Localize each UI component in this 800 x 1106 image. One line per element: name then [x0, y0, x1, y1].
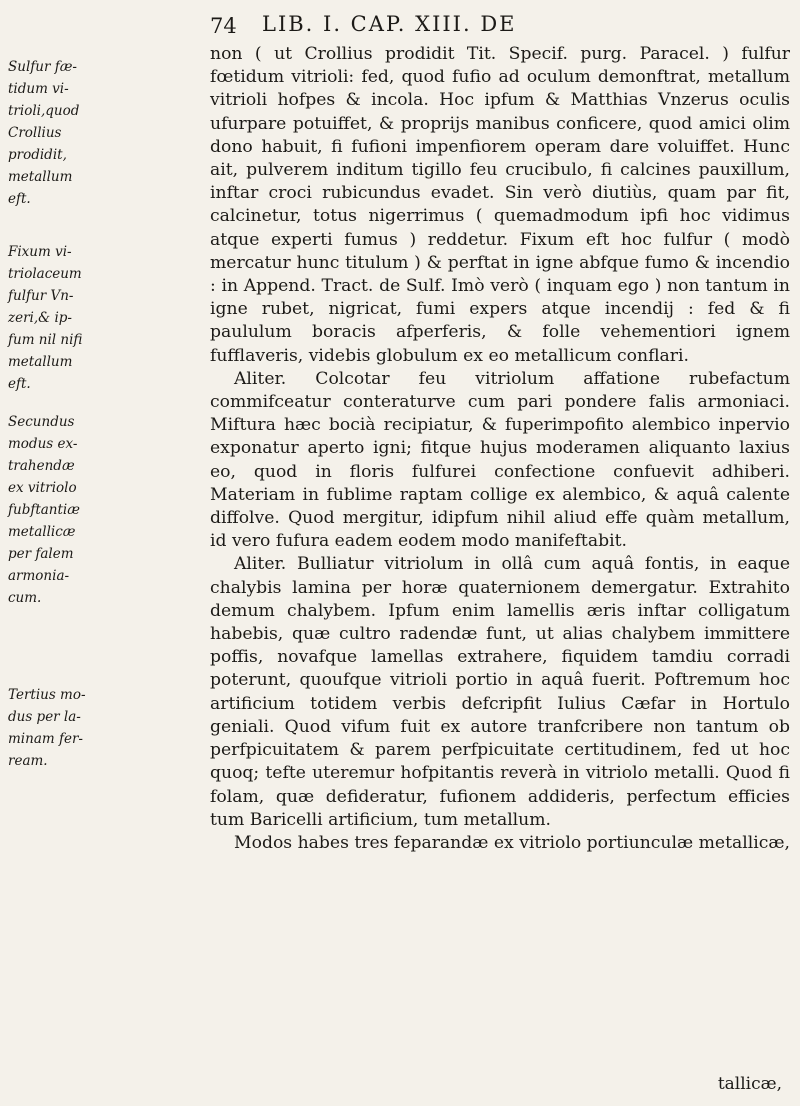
paragraph-crollius: non ( ut Crollius prodidit Tit. Specif. purg. Paracel. ) fulfur fœtidum vitrioli: fed, quod fufio ad oculum demonftrat, metallum vitrioli hofpes & incola. Hoc ipfum & Matthias Vnzerus oculis ufurpare potuiffet, & proprijs manibus conficere, quod amici olim dono habuit, fi fufioni impenfiorem operam dare voluiffet. Hunc ait, pulverem inditum tigillo feu crucibulo, fi calcines pauxillum, inftar croci rubicundus evadet. Sin verò diutiùs, quam par fit, calcinetur, totus nigerrimus ( quemadmodum ipfi hoc vidimus atque experti fumus ) reddetur. Fixum eft hoc fulfur ( modò mercatur hunc titulum ) & perftat in igne abfque fumo & incendio : in Append. Tract. de Sulf. Imò verò ( inquam ego ) non tantum in igne rubet, nigricat, fumi expers atque incendij : fed & fi paululum boracis afperferis, & folle vehementiori ignem fufflaveris, videbis globulum ex eo metallicum conflari. [210, 44, 790, 366]
margin-note-sulfur-foetidum: Sulfur fæ- tidum vi- trioli,quod Crollius prodidit, metallum eft. [8, 59, 80, 207]
margin-note-secundus-modus: Secundus modus ex- trahendæ ex vitriolo fubftantiæ metallicæ per falem armonia- cum. [8, 414, 80, 606]
main-text [210, 43, 790, 855]
page-header [210, 12, 790, 40]
paragraph-aliter-chalybs: Aliter. Bulliatur vitriolum in ollâ cum aquâ fontis, in eaque chalybis lamina per horæ quaternionem demergatur. Extrahito demum chalybem. Ipfum enim lamellis æris inftar colligatum habebis, quæ cultro radendæ funt, ut alias chalybem immittere poffis, novafque lamellas extrahere, fiquidem tamdiu corradi poterunt, quoufque vitrioli portio in aquâ fuerit. Poftremum hoc artificium totidem verbis defcripfit Iulius Cæfar in Hortulo geniali. Quod vifum fuit ex autore tranfcribere non tantum ob perfpicuitatem & parem perfpicuitate certitudinem, fed ut hoc quoq; tefte uteremur hofpitantis reverà in vitriolo metalli. Quod fi folam, quæ defideratur, fufionem addideris, perfectum efficies tum Baricelli artificium, tum metallum. [210, 554, 790, 830]
running-head: LIB. I. CAP. XIII. DE [262, 12, 517, 36]
paragraph-modos-habes: Modos habes tres feparandæ ex vitriolo portiunculæ metallicæ, [234, 832, 790, 853]
catchword: tallicæ, [717, 1074, 782, 1094]
margin-note-tertius-modus: Tertius mo- dus per la- minam fer- ream. [8, 687, 86, 769]
margin-note-fixum-vitriolaceum: Fixum vi- triolaceum fulfur Vn- zeri,& ip- fum nil nifi metallum eft. [8, 244, 83, 392]
page-number: 74 [210, 14, 237, 38]
paragraph-aliter-colcotar: Aliter. Colcotar feu vitriolum affatione rubefactum commifceatur conteraturve cum pari pondere falis armoniaci. Miftura hæc bocià recipiatur, & fuperimpofito alembico inpervio exponatur aperto igni; fitque hujus moderamen aliquanto laxius eo, quod in floris fulfurei confectione confuevit adhiberi. Materiam in fublime raptam collige ex alembico, & aquâ calente diffolve. Quod mergitur, idipfum nihil aliud effe quàm metallum, id vero fufura eadem eodem modo manifeftabit. [210, 368, 790, 552]
